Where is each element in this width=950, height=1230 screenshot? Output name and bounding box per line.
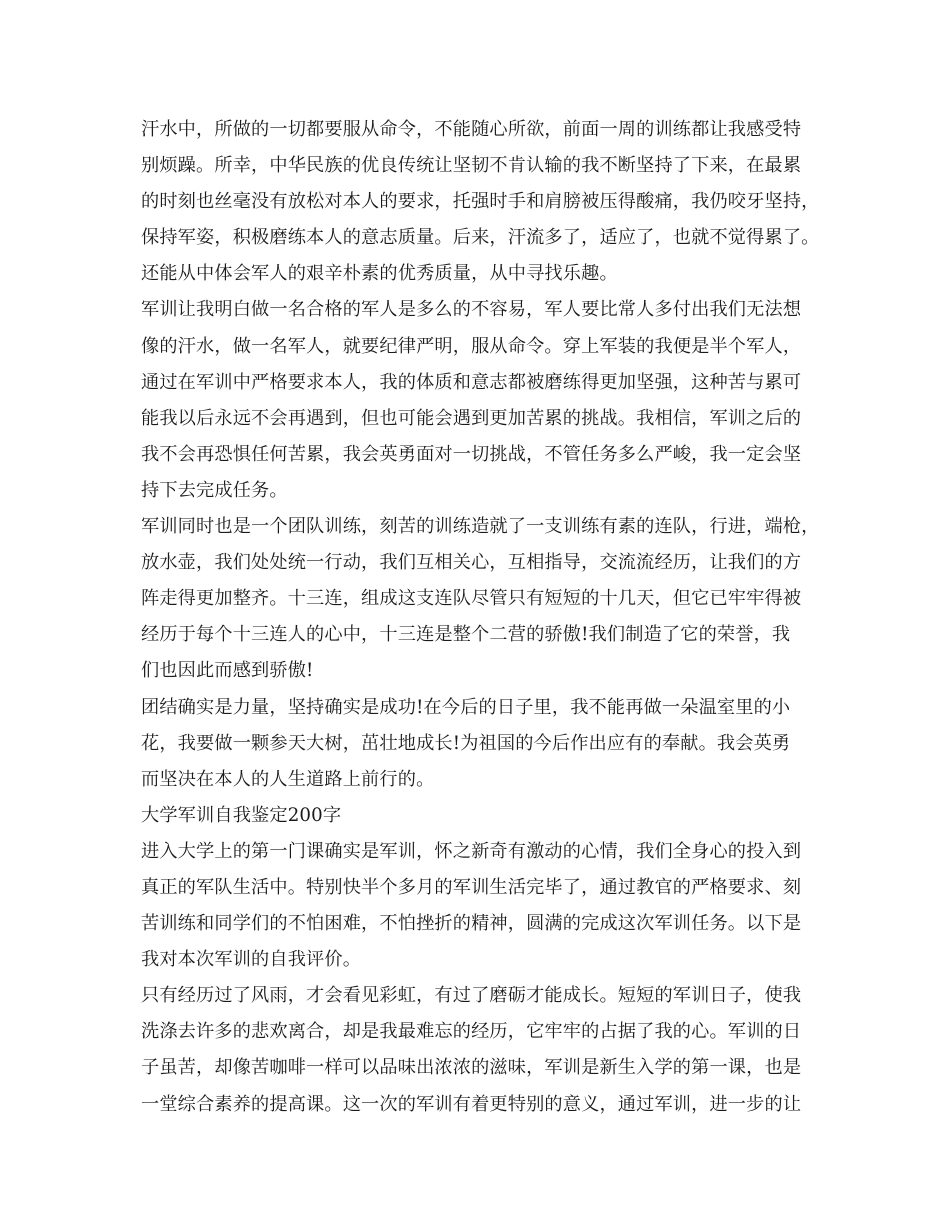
text-line: 真正的军队生活中。特别快半个多月的军训生活完毕了，通过教官的严格要求、刻 — [141, 876, 802, 898]
paragraph-2 — [141, 292, 831, 509]
text-line: 花，我要做一颗参天大树，茁壮地成长!为祖国的今后作出应有的奉献。我会英勇 — [141, 732, 791, 754]
text-line: 只有经历过了风雨，才会看见彩虹，有过了磨砺才能成长。短短的军训日子，使我 — [141, 985, 802, 1007]
text-line: 苦训练和同学们的不怕困难，不怕挫折的精神，圆满的完成这次军训任务。以下是 — [141, 913, 802, 935]
text-line: 子虽苦，却像苦咖啡一样可以品味出浓浓的滋味，军训是新生入学的第一课，也是 — [141, 1057, 802, 1079]
paragraph-4 — [141, 690, 831, 798]
text-line: 军训同时也是一个团队训练，刻苦的训练造就了一支训练有素的连队，行进，端枪， — [141, 516, 820, 538]
text-line: 通过在军训中严格要求本人，我的体质和意志都被磨练得更加坚强，这种苦与累可 — [141, 371, 802, 393]
text-line: 别烦躁。所幸，中华民族的优良传统让坚韧不肯认输的我不断坚持了下来，在最累 — [141, 155, 802, 177]
text-line: 洗涤去许多的悲欢离合，却是我最难忘的经历，它牢牢的占据了我的心。军训的日 — [141, 1021, 802, 1043]
paragraph-3 — [141, 509, 831, 689]
text-line: 进入大学上的第一门课确实是军训，怀之新奇有激动的心情，我们全身心的投入到 — [141, 840, 802, 862]
text-line: 我不会再恐惧任何苦累，我会英勇面对一切挑战，不管任务多么严峻，我一定会坚 — [141, 443, 802, 465]
text-line: 的时刻也丝毫没有放松对本人的要求，托强时手和肩膀被压得酸痛，我仍咬牙坚持， — [141, 191, 820, 213]
text-line: 我对本次军训的自我评价。 — [141, 949, 362, 971]
text-line: 而坚决在本人的人生道路上前行的。 — [141, 768, 435, 790]
text-line: 放水壶，我们处处统一行动，我们互相关心，互相指导，交流流经历，让我们的方 — [141, 552, 802, 574]
text-line: 汗水中，所做的一切都要服从命令，不能随心所欲，前面一周的训练都让我感受特 — [141, 119, 802, 140]
text-line: 团结确实是力量，坚持确实是成功!在今后的日子里，我不能再做一朵温室里的小 — [141, 696, 791, 718]
text-line: 持下去完成任务。 — [141, 479, 288, 501]
paragraph-1 — [141, 112, 831, 292]
text-line: 像的汗水，做一名军人，就要纪律严明，服从命令。穿上军装的我便是半个军人， — [141, 335, 802, 357]
text-line: 经历于每个十三连人的心中，十三连是整个二营的骄傲!我们制造了它的荣誉，我 — [141, 624, 791, 646]
paragraph-6 — [141, 978, 831, 1122]
text-line: 阵走得更加整齐。十三连，组成这支连队尽管只有短短的十几天，但它已牢牢得被 — [141, 588, 802, 610]
text-line: 们也因此而感到骄傲! — [141, 660, 314, 682]
text-line: 能我以后永远不会再遇到，但也可能会遇到更加苦累的挑战。我相信，军训之后的 — [141, 407, 802, 429]
document-body — [141, 112, 831, 1123]
paragraph-5 — [141, 834, 831, 978]
text-line: 保持军姿，积极磨练本人的意志质量。后来，汗流多了，适应了，也就不觉得累了。 — [141, 227, 820, 249]
text-line: 军训让我明白做一名合格的军人是多么的不容易，军人要比常人多付出我们无法想 — [141, 299, 802, 321]
text-line: 还能从中体会军人的艰辛朴素的优秀质量，从中寻找乐趣。 — [141, 263, 618, 285]
text-line: 一堂综合素养的提高课。这一次的军训有着更特别的意义，通过军训，进一步的让 — [141, 1093, 802, 1115]
heading-text: 大学军训自我鉴定200字 — [141, 804, 342, 826]
section-heading — [141, 798, 831, 834]
